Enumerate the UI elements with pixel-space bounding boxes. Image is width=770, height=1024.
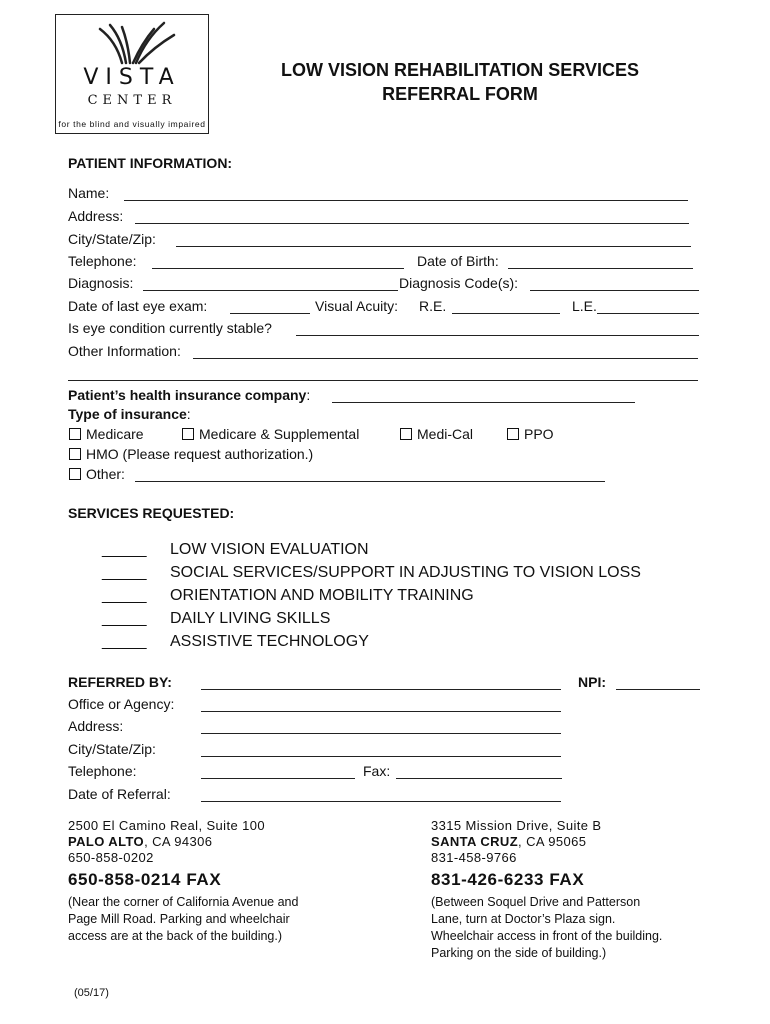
- office-label: Office or Agency:: [68, 696, 175, 712]
- ref-city-field[interactable]: [201, 756, 561, 757]
- service-blank-2[interactable]: _____: [102, 564, 147, 581]
- ref-fax-field[interactable]: [396, 778, 562, 779]
- ref-telephone-label: Telephone:: [68, 763, 137, 779]
- form-title-line1: LOW VISION REHABILITATION SERVICES: [280, 60, 640, 80]
- checkbox-icon[interactable]: [69, 428, 81, 440]
- telephone-label: Telephone:: [68, 253, 137, 269]
- location-palo-alto: [68, 818, 298, 945]
- location-phone: 650-858-0202: [68, 850, 154, 865]
- address-field[interactable]: [135, 223, 689, 224]
- location-fax: 831-426-6233 FAX: [431, 870, 585, 889]
- npi-label: NPI:: [578, 674, 606, 690]
- patient-heading: PATIENT INFORMATION:: [68, 155, 233, 171]
- other-info-field[interactable]: [193, 358, 698, 359]
- office-field[interactable]: [201, 711, 561, 712]
- location-street: 3315 Mission Drive, Suite B: [431, 818, 602, 833]
- insurance-type-colon: :: [186, 406, 191, 422]
- insurance-company-row: [68, 387, 310, 403]
- diagnosis-code-label: Diagnosis Code(s):: [399, 275, 519, 291]
- diagnosis-field[interactable]: [143, 290, 398, 291]
- dob-field[interactable]: [508, 268, 693, 269]
- location-fax: 650-858-0214 FAX: [68, 870, 222, 889]
- insurance-type-label: Type of insurance: [68, 406, 187, 422]
- le-field[interactable]: [597, 313, 699, 314]
- option-ppo[interactable]: [507, 426, 554, 442]
- last-exam-field[interactable]: [230, 313, 310, 314]
- ref-city-label: City/State/Zip:: [68, 741, 156, 757]
- option-medicare-supplemental[interactable]: [182, 426, 359, 442]
- checkbox-icon[interactable]: [182, 428, 194, 440]
- location-note: [68, 894, 298, 945]
- city-label: City/State/Zip:: [68, 231, 156, 247]
- form-title-line2: REFERRAL FORM: [382, 84, 538, 104]
- option-label: Medicare & Supplemental: [199, 426, 360, 442]
- note-line: Page Mill Road. Parking and wheelchair: [68, 912, 290, 926]
- other-info-field-2[interactable]: [68, 380, 698, 381]
- service-item-4: DAILY LIVING SKILLS: [170, 610, 331, 627]
- ref-address-label: Address:: [68, 718, 124, 734]
- location-city-name: PALO ALTO: [68, 834, 145, 849]
- insurance-company-label: Patient’s health insurance company: [68, 387, 307, 403]
- services-heading: SERVICES REQUESTED:: [68, 505, 235, 521]
- last-exam-label: Date of last eye exam:: [68, 298, 208, 314]
- address-label: Address:: [68, 208, 124, 224]
- city-field[interactable]: [176, 246, 691, 247]
- referral-date-field[interactable]: [201, 801, 561, 802]
- stable-field[interactable]: [296, 335, 699, 336]
- ref-telephone-field[interactable]: [201, 778, 355, 779]
- service-blank-4[interactable]: _____: [102, 610, 147, 627]
- option-label: Medi-Cal: [417, 426, 474, 442]
- location-phone: 831-458-9766: [431, 850, 517, 865]
- name-label: Name:: [68, 185, 110, 201]
- checkbox-icon[interactable]: [69, 448, 81, 460]
- other-insurance-field[interactable]: [135, 481, 605, 482]
- service-item-1: LOW VISION EVALUATION: [170, 541, 369, 558]
- insurance-type-row: [68, 406, 191, 422]
- name-field[interactable]: [124, 200, 688, 201]
- referred-by-label: REFERRED BY:: [68, 674, 172, 690]
- checkbox-icon[interactable]: [507, 428, 519, 440]
- location-city: [431, 834, 662, 850]
- service-item-5: ASSISTIVE TECHNOLOGY: [170, 633, 369, 650]
- option-hmo[interactable]: [69, 446, 313, 462]
- note-line: Parking on the side of building.): [431, 946, 607, 960]
- service-blank-1[interactable]: _____: [102, 541, 147, 558]
- ref-fax-label: Fax:: [363, 763, 391, 779]
- location-santa-cruz: [431, 818, 662, 962]
- service-item-3: ORIENTATION AND MOBILITY TRAINING: [170, 587, 474, 604]
- revision-date: (05/17): [74, 987, 109, 999]
- location-city-state: , CA 94306: [144, 834, 213, 849]
- logo: [55, 14, 209, 134]
- logo-tagline: for the blind and visually impaired: [58, 119, 206, 129]
- visual-acuity-label: Visual Acuity:: [315, 298, 399, 314]
- location-city-name: SANTA CRUZ: [431, 834, 519, 849]
- re-field[interactable]: [452, 313, 560, 314]
- option-label: PPO: [524, 426, 554, 442]
- telephone-field[interactable]: [152, 268, 404, 269]
- stable-label: Is eye condition currently stable?: [68, 320, 272, 336]
- note-line: (Between Soquel Drive and Patterson: [431, 895, 641, 909]
- diagnosis-code-field[interactable]: [530, 290, 699, 291]
- option-label: HMO (Please request authorization.): [86, 446, 314, 462]
- note-line: access are at the back of the building.): [68, 929, 283, 943]
- le-label: L.E.: [572, 298, 597, 314]
- note-line: (Near the corner of California Avenue and: [68, 895, 299, 909]
- option-other[interactable]: [69, 466, 125, 482]
- service-blank-5[interactable]: _____: [102, 633, 147, 650]
- location-city: [68, 834, 298, 850]
- dob-label: Date of Birth:: [417, 253, 499, 269]
- re-label: R.E.: [419, 298, 447, 314]
- note-line: Lane, turn at Doctor’s Plaza sign.: [431, 912, 616, 926]
- logo-sub: CENTER: [87, 93, 177, 108]
- insurance-company-colon: :: [306, 387, 311, 403]
- note-line: Wheelchair access in front of the building.: [431, 929, 663, 943]
- referral-date-label: Date of Referral:: [68, 786, 171, 802]
- ref-address-field[interactable]: [201, 733, 561, 734]
- location-city-state: , CA 95065: [518, 834, 587, 849]
- service-blank-3[interactable]: _____: [102, 587, 147, 604]
- logo-name: VISTA: [83, 65, 181, 90]
- logo-mark-icon: [56, 15, 208, 67]
- diagnosis-label: Diagnosis:: [68, 275, 134, 291]
- service-item-2: SOCIAL SERVICES/SUPPORT IN ADJUSTING TO VISION LOSS: [170, 564, 641, 581]
- other-info-label: Other Information:: [68, 343, 181, 359]
- location-note: [431, 894, 662, 962]
- location-street: 2500 El Camino Real, Suite 100: [68, 818, 266, 833]
- insurance-company-field[interactable]: [332, 402, 635, 403]
- option-label: Other:: [86, 466, 125, 482]
- option-medi-cal[interactable]: [400, 426, 473, 442]
- option-label: Medicare: [86, 426, 144, 442]
- npi-field[interactable]: [616, 689, 700, 690]
- option-medicare[interactable]: [69, 426, 144, 442]
- checkbox-icon[interactable]: [400, 428, 412, 440]
- referred-by-field[interactable]: [201, 689, 561, 690]
- checkbox-icon[interactable]: [69, 468, 81, 480]
